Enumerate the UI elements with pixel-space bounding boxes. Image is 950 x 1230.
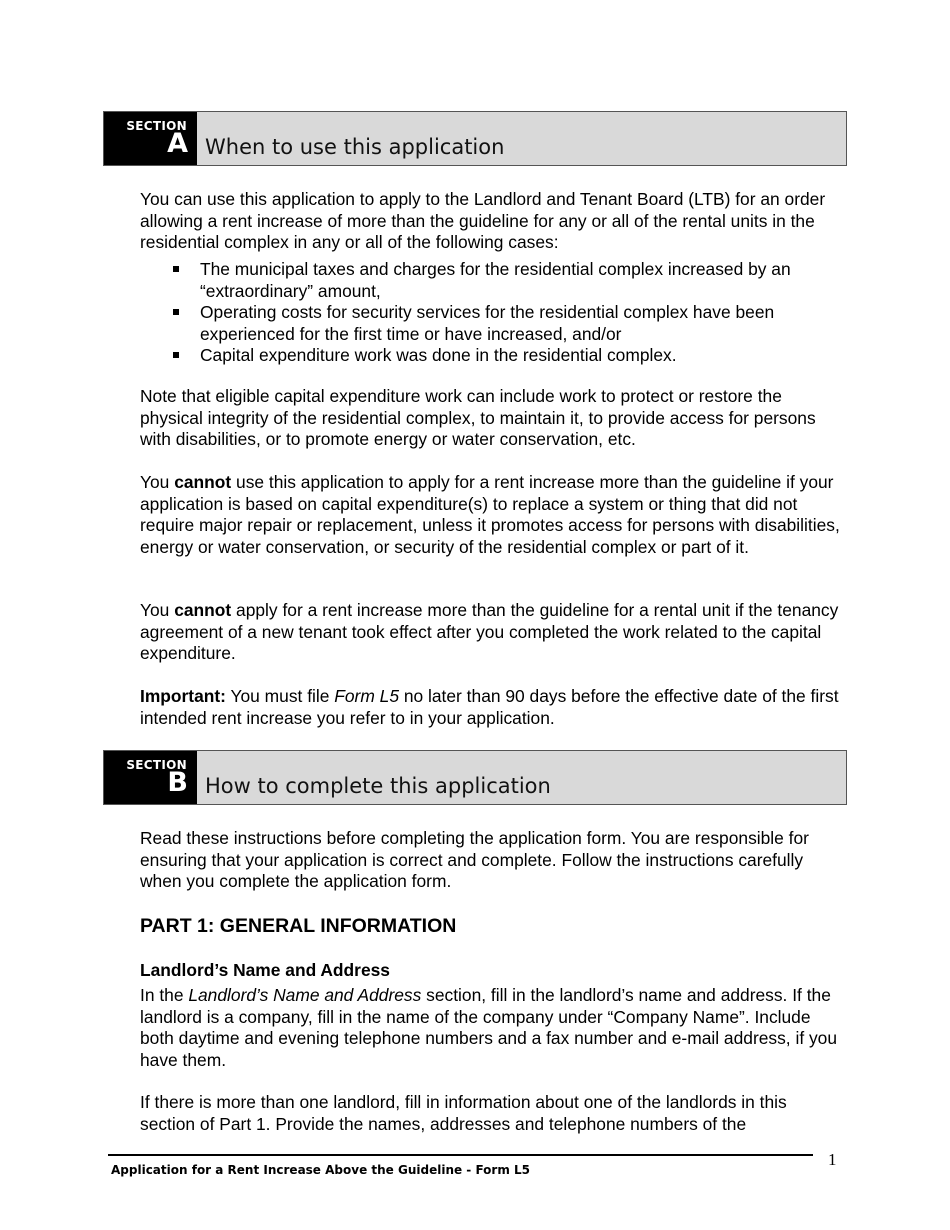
list-item (140, 259, 840, 302)
list-item (140, 345, 840, 367)
section-b-label: SECTION (126, 758, 187, 772)
intro-paragraph: You can use this application to apply to the Landlord and Tenant Board (LTB) for an order allowing a rent increase of more than the guideline for any or all of the rental units in the residential complex in any or all of the following cases: (140, 189, 826, 253)
landlord-paragraph (140, 985, 840, 1071)
cannot-paragraph-2 (140, 600, 840, 665)
bullet-square-icon (173, 309, 179, 315)
footer-title: Application for a Rent Increase Above the Guideline - Form L5 (111, 1163, 531, 1177)
important-paragraph (140, 686, 840, 729)
page-number: 1 (828, 1150, 837, 1169)
section-b-intro (140, 828, 840, 893)
bullet-square-icon (173, 352, 179, 358)
note-paragraph (140, 386, 840, 451)
section-a-letter: A (167, 128, 188, 159)
section-reference: Landlord’s Name and Address (188, 985, 422, 1005)
section-b-title: How to complete this application (205, 774, 551, 798)
section-b-letter: B (167, 767, 188, 798)
section-b-tag (104, 751, 197, 804)
footer-divider (108, 1154, 813, 1156)
emphasis-cannot: cannot (174, 600, 232, 620)
text-run: apply for a rent increase more than the guideline for a rental unit if the tenancy agreement of a new tenant took effect after you completed the work related to the capital expenditure. (140, 600, 839, 664)
bullet-square-icon (173, 266, 179, 272)
section-a-tag (104, 112, 197, 165)
bullet-text: Operating costs for security services for the residential complex have been experienced for the first time or have increased, and/or (200, 302, 775, 344)
text-run: use this application to apply for a rent increase more than the guideline if your application is based on capital expenditure(s) to replace a system or thing that did not require major repair or replacement, unless it promotes access for persons with disabilities, energy or water conservation, or security of the residential complex or part of it. (140, 472, 840, 557)
section-a-bullet-list (140, 259, 840, 367)
form-name: Form L5 (334, 686, 400, 706)
text-run: no later than 90 days before the effective date of the first intended rent increase you refer to in your application. (140, 686, 839, 728)
text-run: You must file (225, 686, 335, 706)
section-a-header (103, 111, 847, 166)
section-b-header (103, 750, 847, 805)
text-run: You (140, 600, 175, 620)
landlord-heading: Landlord’s Name and Address (140, 960, 390, 980)
cannot-paragraph-1 (140, 472, 840, 558)
part1-heading: PART 1: GENERAL INFORMATION (140, 915, 457, 937)
section-a-title: When to use this application (205, 135, 505, 159)
more-landlords-text: If there is more than one landlord, fill in information about one of the landlords in this section of Part 1. Provide the names, addresses and telephone numbers of the (140, 1092, 787, 1134)
more-landlords-paragraph (140, 1092, 840, 1135)
text-run: You (140, 472, 175, 492)
bullet-text: The municipal taxes and charges for the residential complex increased by an “extraordinary” amount, (200, 259, 791, 301)
important-label: Important: (140, 686, 226, 706)
section-a-intro (140, 189, 840, 254)
emphasis-cannot: cannot (174, 472, 232, 492)
note-text: Note that eligible capital expenditure work can include work to protect or restore the physical integrity of the residential complex, to maintain it, to provide access for persons with disabilities, or to promote energy or water conservation, etc. (140, 386, 816, 450)
bullet-text: Capital expenditure work was done in the residential complex. (200, 345, 677, 366)
text-run: In the (140, 985, 189, 1005)
list-item (140, 302, 840, 345)
section-a-label: SECTION (126, 119, 187, 133)
text-run: section, fill in the landlord’s name and address. If the landlord is a company, fill in the name of the company under “Company Name”. Include both daytime and evening telephone numbers and a fax number and e-mail address, if you have them. (140, 985, 838, 1070)
intro-paragraph: Read these instructions before completing the application form. You are responsible for ensuring that your application is correct and complete. Follow the instructions carefully when you complete the application form. (140, 828, 809, 892)
